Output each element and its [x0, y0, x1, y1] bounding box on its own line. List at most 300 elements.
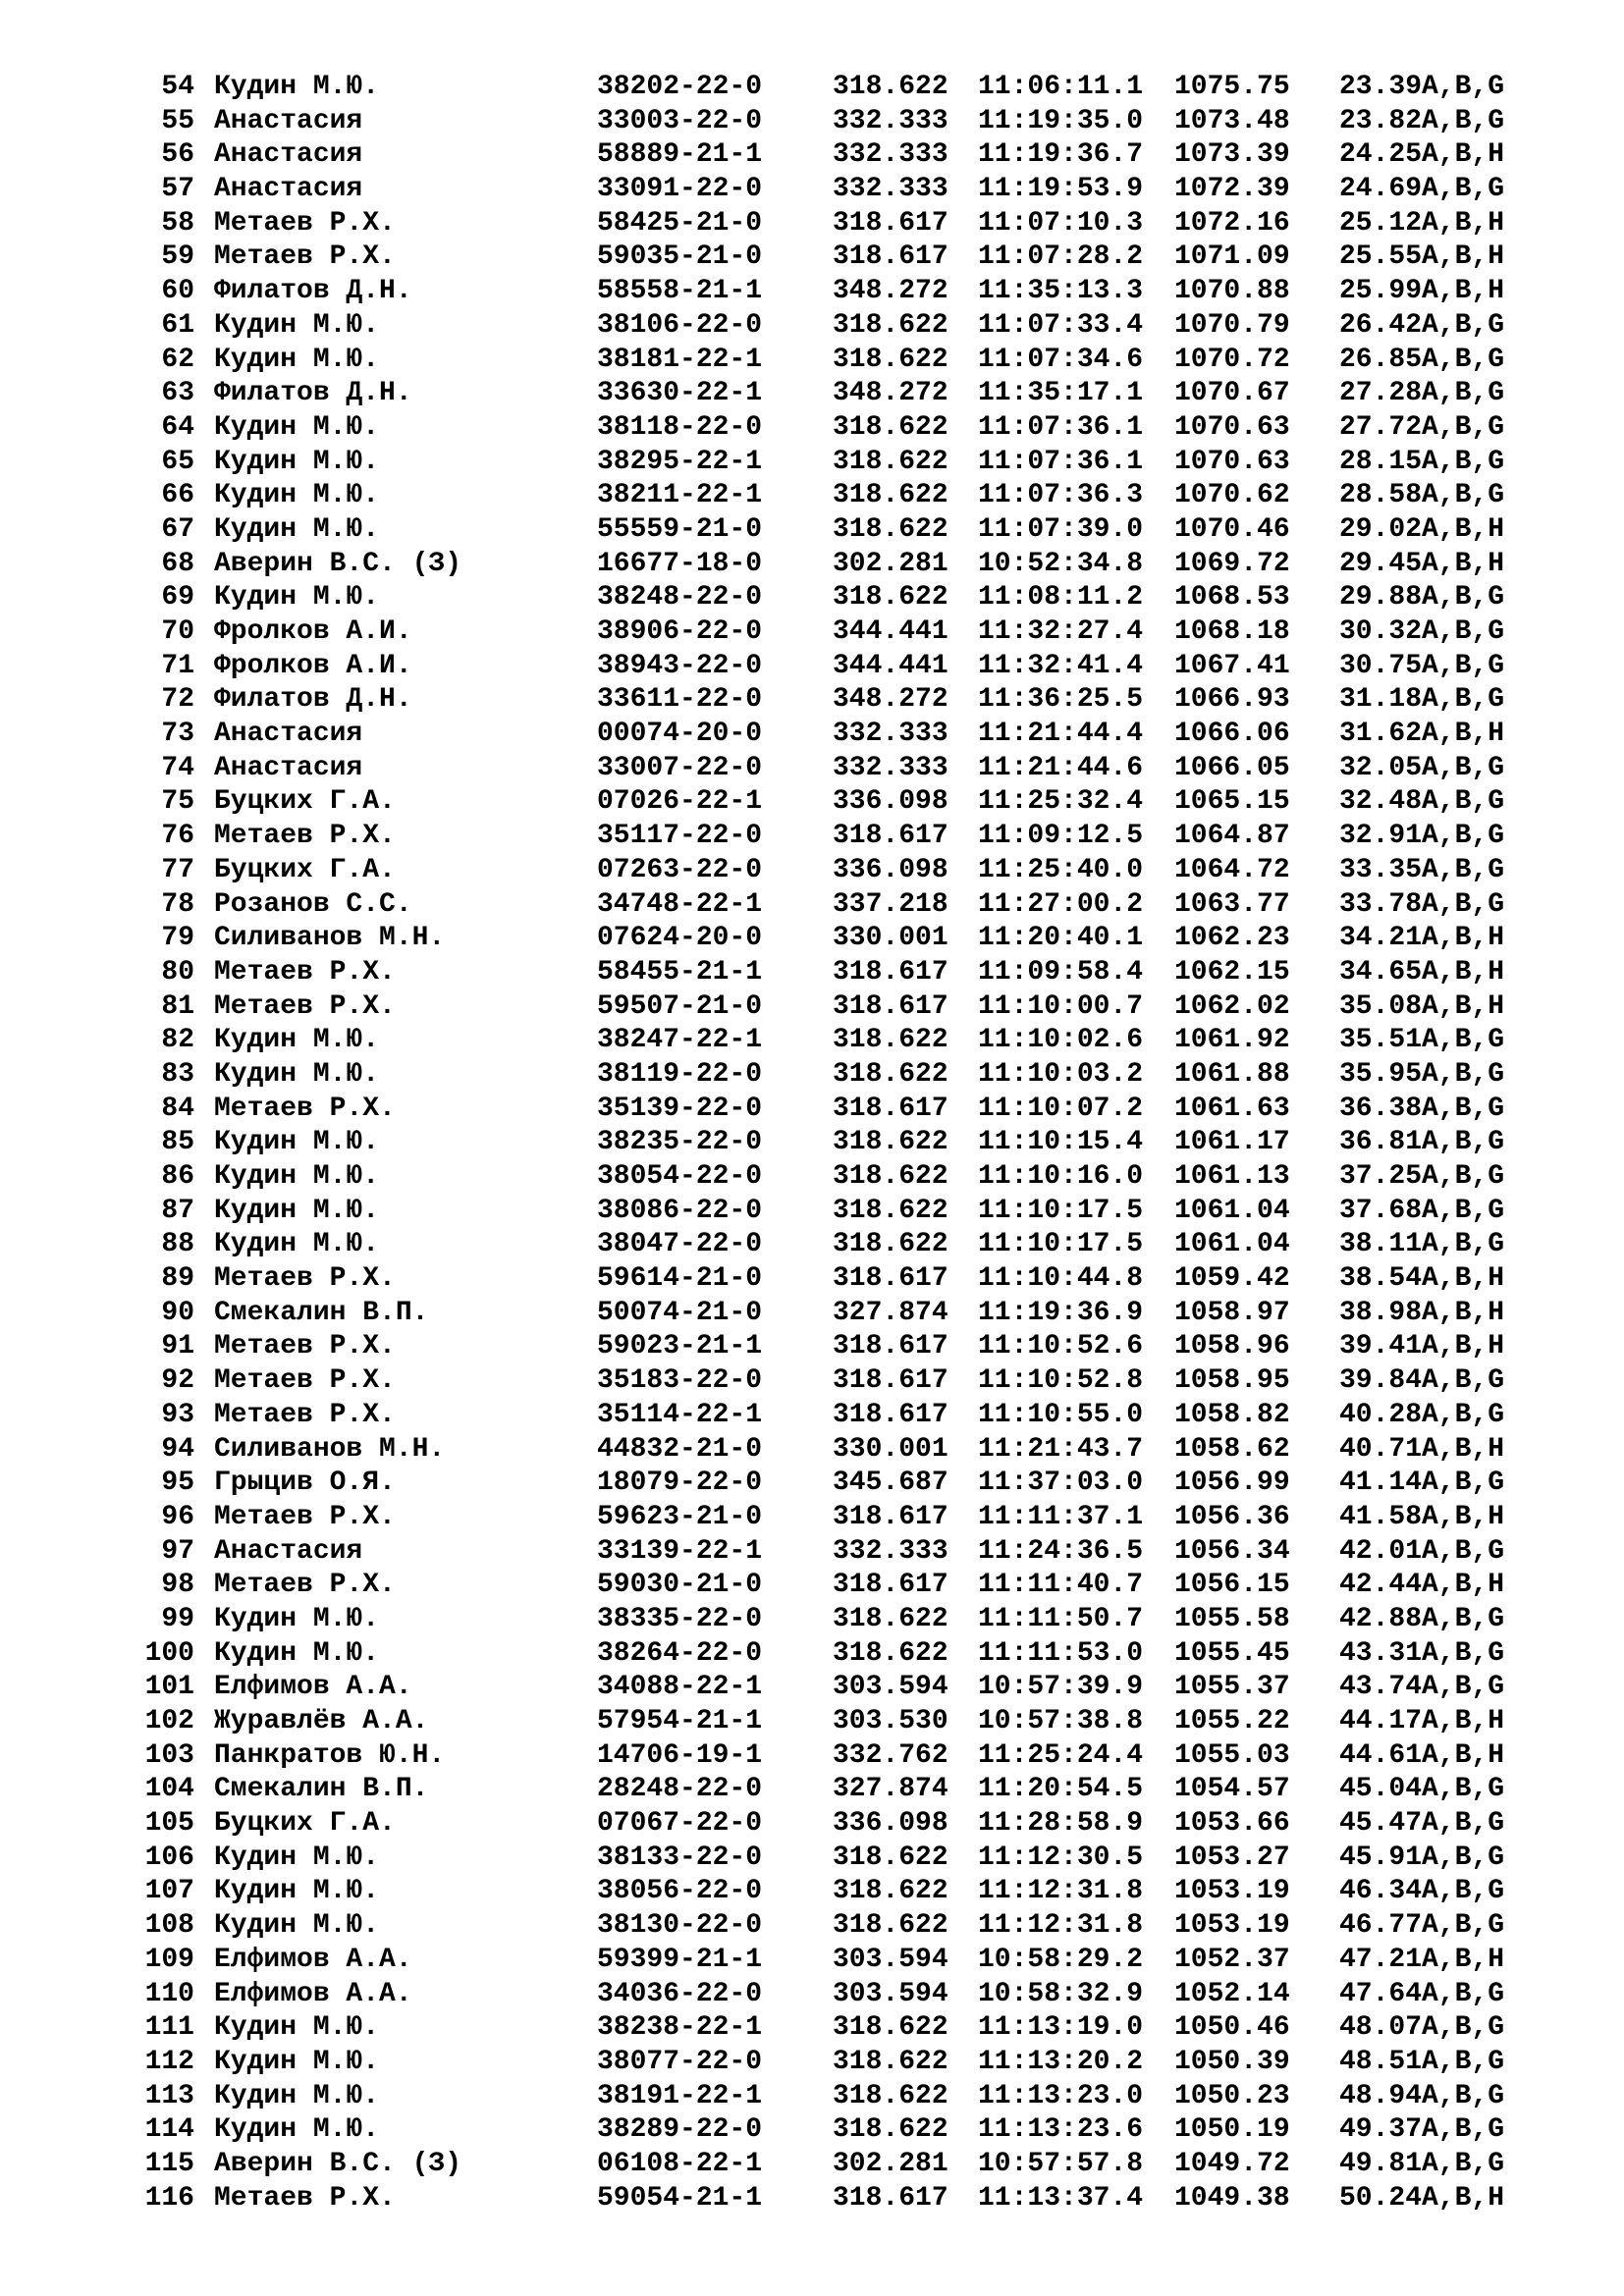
- place-number: 116: [144, 2182, 194, 2214]
- arrival-time: 11:11:40.7: [978, 1570, 1144, 1601]
- score: 38.54: [1339, 1263, 1423, 1295]
- distance: 318.617: [833, 956, 948, 988]
- participant-name: Смекалин В.П.: [214, 1297, 429, 1328]
- participant-name: Фролков А.И.: [214, 616, 412, 647]
- participant-name: Кудин М.Ю.: [214, 1637, 380, 1669]
- place-number: 106: [144, 1842, 194, 1873]
- speed: 1064.72: [1174, 854, 1290, 885]
- place-number: 58: [161, 207, 194, 239]
- ring-number: 06108-22-1: [597, 2148, 763, 2179]
- distance: 318.617: [833, 1399, 948, 1430]
- score: 35.08: [1339, 990, 1423, 1022]
- distance: 318.617: [833, 821, 948, 852]
- participant-name: Кудин М.Ю.: [214, 1229, 380, 1260]
- ring-number: 38335-22-0: [597, 1603, 763, 1634]
- distance: 318.622: [833, 2080, 948, 2111]
- table-row: [0, 2046, 1624, 2080]
- flags: A,B,G: [1422, 2012, 1505, 2044]
- ring-number: 38943-22-0: [597, 650, 763, 681]
- table-row: [0, 888, 1624, 923]
- place-number: 111: [144, 2012, 194, 2044]
- arrival-time: 11:07:36.3: [978, 480, 1144, 511]
- arrival-time: 11:21:43.7: [978, 1433, 1144, 1465]
- arrival-time: 11:07:28.2: [978, 241, 1144, 273]
- speed: 1070.63: [1174, 446, 1290, 477]
- ring-number: 44832-21-0: [597, 1433, 763, 1465]
- flags: A,B,H: [1422, 207, 1505, 239]
- score: 42.01: [1339, 1535, 1423, 1567]
- place-number: 90: [161, 1297, 194, 1328]
- arrival-time: 11:35:17.1: [978, 378, 1144, 409]
- flags: A,B,H: [1422, 1706, 1505, 1736]
- flags: A,B,G: [1422, 2046, 1505, 2077]
- flags: A,B,G: [1422, 1365, 1505, 1397]
- arrival-time: 11:28:58.9: [978, 1808, 1144, 1840]
- score: 35.51: [1339, 1025, 1423, 1056]
- score: 25.55: [1339, 241, 1423, 273]
- arrival-time: 11:10:52.6: [978, 1331, 1144, 1362]
- place-number: 81: [161, 990, 194, 1022]
- table-row: [0, 344, 1624, 378]
- arrival-time: 11:13:23.0: [978, 2080, 1144, 2111]
- flags: A,B,G: [1422, 1093, 1505, 1124]
- distance: 318.617: [833, 2182, 948, 2214]
- flags: A,B,H: [1422, 1739, 1505, 1771]
- place-number: 97: [161, 1535, 194, 1567]
- speed: 1067.41: [1174, 650, 1290, 681]
- table-row: [0, 1093, 1624, 1127]
- speed: 1055.03: [1174, 1739, 1290, 1771]
- speed: 1063.77: [1174, 888, 1290, 920]
- arrival-time: 11:25:40.0: [978, 854, 1144, 885]
- participant-name: Филатов Д.Н.: [214, 684, 412, 716]
- ring-number: 59507-21-0: [597, 990, 763, 1022]
- table-row: [0, 173, 1624, 207]
- place-number: 109: [144, 1944, 194, 1975]
- distance: 318.622: [833, 480, 948, 511]
- distance: 332.333: [833, 1535, 948, 1567]
- ring-number: 38295-22-1: [597, 446, 763, 477]
- ring-number: 33630-22-1: [597, 378, 763, 409]
- participant-name: Кудин М.Ю.: [214, 1876, 380, 1907]
- ring-number: 33611-22-0: [597, 684, 763, 716]
- place-number: 114: [144, 2114, 194, 2146]
- distance: 318.622: [833, 1195, 948, 1226]
- speed: 1062.15: [1174, 956, 1290, 988]
- ring-number: 16677-18-0: [597, 548, 763, 579]
- flags: A,B,H: [1422, 719, 1505, 750]
- place-number: 110: [144, 1978, 194, 2009]
- arrival-time: 11:13:20.2: [978, 2046, 1144, 2077]
- place-number: 60: [161, 276, 194, 307]
- participant-name: Кудин М.Ю.: [214, 1058, 380, 1090]
- place-number: 70: [161, 616, 194, 647]
- distance: 318.622: [833, 1637, 948, 1669]
- speed: 1055.58: [1174, 1603, 1290, 1634]
- table-row: [0, 956, 1624, 990]
- ring-number: 38106-22-0: [597, 309, 763, 341]
- arrival-time: 11:06:11.1: [978, 72, 1144, 102]
- ring-number: 35114-22-1: [597, 1399, 763, 1430]
- distance: 336.098: [833, 854, 948, 885]
- speed: 1068.18: [1174, 616, 1290, 647]
- speed: 1075.75: [1174, 72, 1290, 102]
- place-number: 67: [161, 513, 194, 545]
- arrival-time: 11:19:35.0: [978, 105, 1144, 136]
- speed: 1061.17: [1174, 1127, 1290, 1158]
- distance: 332.762: [833, 1739, 948, 1771]
- distance: 327.874: [833, 1774, 948, 1805]
- flags: A,B,H: [1422, 1501, 1505, 1532]
- speed: 1055.37: [1174, 1672, 1290, 1703]
- score: 46.77: [1339, 1910, 1423, 1942]
- ring-number: 33139-22-1: [597, 1535, 763, 1567]
- score: 48.07: [1339, 2012, 1423, 2044]
- score: 38.11: [1339, 1229, 1423, 1260]
- flags: A,B,G: [1422, 1876, 1505, 1907]
- arrival-time: 10:52:34.8: [978, 548, 1144, 579]
- ring-number: 38211-22-1: [597, 480, 763, 511]
- ring-number: 07624-20-0: [597, 923, 763, 954]
- ring-number: 28248-22-0: [597, 1774, 763, 1805]
- participant-name: Кудин М.Ю.: [214, 582, 380, 614]
- place-number: 86: [161, 1161, 194, 1192]
- place-number: 85: [161, 1127, 194, 1158]
- participant-name: Метаев Р.Х.: [214, 821, 396, 852]
- arrival-time: 10:58:32.9: [978, 1978, 1144, 2009]
- participant-name: Анастасия: [214, 174, 363, 205]
- score: 37.68: [1339, 1195, 1423, 1226]
- distance: 303.594: [833, 1944, 948, 1975]
- speed: 1056.36: [1174, 1501, 1290, 1532]
- place-number: 87: [161, 1195, 194, 1226]
- place-number: 83: [161, 1058, 194, 1090]
- arrival-time: 11:20:54.5: [978, 1774, 1144, 1805]
- table-row: [0, 1058, 1624, 1093]
- ring-number: 59623-21-0: [597, 1501, 763, 1532]
- participant-name: Кудин М.Ю.: [214, 2012, 380, 2044]
- flags: A,B,G: [1422, 2148, 1505, 2179]
- speed: 1055.22: [1174, 1706, 1290, 1736]
- speed: 1070.62: [1174, 480, 1290, 511]
- speed: 1056.99: [1174, 1468, 1290, 1499]
- arrival-time: 11:10:15.4: [978, 1127, 1144, 1158]
- table-row: [0, 1705, 1624, 1739]
- speed: 1070.63: [1174, 411, 1290, 443]
- place-number: 63: [161, 378, 194, 409]
- ring-number: 38248-22-0: [597, 582, 763, 614]
- ring-number: 55559-21-0: [597, 513, 763, 545]
- place-number: 84: [161, 1093, 194, 1124]
- speed: 1072.16: [1174, 207, 1290, 239]
- place-number: 94: [161, 1433, 194, 1465]
- speed: 1050.39: [1174, 2046, 1290, 2077]
- table-row: [0, 1944, 1624, 1978]
- distance: 318.622: [833, 2046, 948, 2077]
- flags: A,B,G: [1422, 888, 1505, 920]
- arrival-time: 11:27:00.2: [978, 888, 1144, 920]
- arrival-time: 11:24:36.5: [978, 1535, 1144, 1567]
- distance: 318.622: [833, 1229, 948, 1260]
- ring-number: 18079-22-0: [597, 1468, 763, 1499]
- flags: A,B,G: [1422, 1842, 1505, 1873]
- flags: A,B,G: [1422, 105, 1505, 136]
- participant-name: Журавлёв А.А.: [214, 1706, 429, 1736]
- ring-number: 34036-22-0: [597, 1978, 763, 2009]
- place-number: 93: [161, 1399, 194, 1430]
- table-row: [0, 1364, 1624, 1399]
- place-number: 56: [161, 139, 194, 171]
- table-row: [0, 1739, 1624, 1774]
- place-number: 100: [144, 1637, 194, 1669]
- ring-number: 58455-21-1: [597, 956, 763, 988]
- distance: 332.333: [833, 174, 948, 205]
- place-number: 77: [161, 854, 194, 885]
- arrival-time: 11:07:36.1: [978, 411, 1144, 443]
- score: 41.58: [1339, 1501, 1423, 1532]
- score: 27.72: [1339, 411, 1423, 443]
- arrival-time: 10:57:57.8: [978, 2148, 1144, 2179]
- participant-name: Аверин В.С. (З): [214, 2148, 462, 2179]
- table-row: [0, 548, 1624, 582]
- speed: 1052.37: [1174, 1944, 1290, 1975]
- speed: 1061.04: [1174, 1195, 1290, 1226]
- participant-name: Метаев Р.Х.: [214, 1365, 396, 1397]
- place-number: 105: [144, 1808, 194, 1840]
- flags: A,B,H: [1422, 956, 1505, 988]
- participant-name: Елфимов А.А.: [214, 1672, 412, 1703]
- ring-number: 34748-22-1: [597, 888, 763, 920]
- speed: 1053.19: [1174, 1910, 1290, 1942]
- flags: A,B,H: [1422, 1331, 1505, 1362]
- score: 30.75: [1339, 650, 1423, 681]
- place-number: 92: [161, 1365, 194, 1397]
- speed: 1071.09: [1174, 241, 1290, 273]
- flags: A,B,G: [1422, 1672, 1505, 1703]
- speed: 1070.79: [1174, 309, 1290, 341]
- flags: A,B,G: [1422, 1229, 1505, 1260]
- distance: 318.617: [833, 1570, 948, 1601]
- arrival-time: 11:32:41.4: [978, 650, 1144, 681]
- participant-name: Кудин М.Ю.: [214, 411, 380, 443]
- participant-name: Кудин М.Ю.: [214, 2114, 380, 2146]
- participant-name: Кудин М.Ю.: [214, 309, 380, 341]
- score: 23.82: [1339, 105, 1423, 136]
- distance: 336.098: [833, 786, 948, 818]
- ring-number: 59023-21-1: [597, 1331, 763, 1362]
- flags: A,B,G: [1422, 1399, 1505, 1430]
- table-row: [0, 1535, 1624, 1570]
- ring-number: 38130-22-0: [597, 1910, 763, 1942]
- arrival-time: 11:21:44.4: [978, 719, 1144, 750]
- table-row: [0, 2148, 1624, 2182]
- speed: 1062.23: [1174, 923, 1290, 954]
- participant-name: Буцких Г.А.: [214, 1808, 396, 1840]
- score: 49.37: [1339, 2114, 1423, 2146]
- speed: 1066.06: [1174, 719, 1290, 750]
- participant-name: Буцких Г.А.: [214, 786, 396, 818]
- flags: A,B,G: [1422, 1774, 1505, 1805]
- distance: 318.622: [833, 309, 948, 341]
- score: 44.61: [1339, 1739, 1423, 1771]
- place-number: 115: [144, 2148, 194, 2179]
- flags: A,B,G: [1422, 1127, 1505, 1158]
- ring-number: 38056-22-0: [597, 1876, 763, 1907]
- score: 25.99: [1339, 276, 1423, 307]
- distance: 332.333: [833, 105, 948, 136]
- distance: 318.622: [833, 344, 948, 375]
- speed: 1056.15: [1174, 1570, 1290, 1601]
- table-row: [0, 446, 1624, 480]
- ring-number: 59054-21-1: [597, 2182, 763, 2214]
- score: 48.94: [1339, 2080, 1423, 2111]
- flags: A,B,H: [1422, 241, 1505, 273]
- table-row: [0, 990, 1624, 1025]
- arrival-time: 11:10:17.5: [978, 1195, 1144, 1226]
- speed: 1053.19: [1174, 1876, 1290, 1907]
- place-number: 80: [161, 956, 194, 988]
- arrival-time: 11:25:24.4: [978, 1739, 1144, 1771]
- speed: 1055.45: [1174, 1637, 1290, 1669]
- table-row: [0, 275, 1624, 309]
- results-table: [0, 71, 1624, 2216]
- ring-number: 35117-22-0: [597, 821, 763, 852]
- score: 40.71: [1339, 1433, 1423, 1465]
- score: 47.21: [1339, 1944, 1423, 1975]
- participant-name: Метаев Р.Х.: [214, 241, 396, 273]
- table-row: [0, 1842, 1624, 1876]
- arrival-time: 11:37:03.0: [978, 1468, 1144, 1499]
- table-row: [0, 1262, 1624, 1297]
- flags: A,B,G: [1422, 821, 1505, 852]
- participant-name: Панкратов Ю.Н.: [214, 1739, 446, 1771]
- ring-number: 33003-22-0: [597, 105, 763, 136]
- score: 38.98: [1339, 1297, 1423, 1328]
- participant-name: Елфимов А.А.: [214, 1944, 412, 1975]
- table-row: [0, 1160, 1624, 1195]
- ring-number: 38202-22-0: [597, 72, 763, 102]
- score: 45.04: [1339, 1774, 1423, 1805]
- ring-number: 59035-21-0: [597, 241, 763, 273]
- speed: 1061.04: [1174, 1229, 1290, 1260]
- ring-number: 59614-21-0: [597, 1263, 763, 1295]
- score: 32.05: [1339, 752, 1423, 783]
- participant-name: Кудин М.Ю.: [214, 1195, 380, 1226]
- score: 39.41: [1339, 1331, 1423, 1362]
- arrival-time: 11:19:36.7: [978, 139, 1144, 171]
- distance: 318.617: [833, 241, 948, 273]
- distance: 332.333: [833, 139, 948, 171]
- score: 35.95: [1339, 1058, 1423, 1090]
- arrival-time: 11:09:12.5: [978, 821, 1144, 852]
- table-row: [0, 1978, 1624, 2012]
- score: 29.88: [1339, 582, 1423, 614]
- participant-name: Кудин М.Ю.: [214, 446, 380, 477]
- table-row: [0, 1330, 1624, 1364]
- distance: 344.441: [833, 616, 948, 647]
- speed: 1050.23: [1174, 2080, 1290, 2111]
- score: 50.24: [1339, 2182, 1423, 2214]
- distance: 332.333: [833, 719, 948, 750]
- participant-name: Анастасия: [214, 719, 363, 750]
- flags: A,B,G: [1422, 2080, 1505, 2111]
- arrival-time: 11:13:23.6: [978, 2114, 1144, 2146]
- speed: 1056.34: [1174, 1535, 1290, 1567]
- flags: A,B,H: [1422, 548, 1505, 579]
- table-row: [0, 2080, 1624, 2114]
- participant-name: Силиванов М.Н.: [214, 1433, 446, 1465]
- score: 37.25: [1339, 1161, 1423, 1192]
- speed: 1059.42: [1174, 1263, 1290, 1295]
- ring-number: 50074-21-0: [597, 1297, 763, 1328]
- speed: 1053.66: [1174, 1808, 1290, 1840]
- ring-number: 38119-22-0: [597, 1058, 763, 1090]
- table-row: [0, 1603, 1624, 1637]
- place-number: 91: [161, 1331, 194, 1362]
- participant-name: Кудин М.Ю.: [214, 344, 380, 375]
- flags: A,B,H: [1422, 923, 1505, 954]
- participant-name: Кудин М.Ю.: [214, 1161, 380, 1192]
- participant-name: Метаев Р.Х.: [214, 1331, 396, 1362]
- ring-number: 07026-22-1: [597, 786, 763, 818]
- speed: 1068.53: [1174, 582, 1290, 614]
- flags: A,B,G: [1422, 854, 1505, 885]
- flags: A,B,G: [1422, 616, 1505, 647]
- place-number: 74: [161, 752, 194, 783]
- ring-number: 33007-22-0: [597, 752, 763, 783]
- score: 43.74: [1339, 1672, 1423, 1703]
- participant-name: Силиванов М.Н.: [214, 923, 446, 954]
- table-row: [0, 1637, 1624, 1672]
- participant-name: Кудин М.Ю.: [214, 480, 380, 511]
- arrival-time: 11:10:17.5: [978, 1229, 1144, 1260]
- distance: 336.098: [833, 1808, 948, 1840]
- table-row: [0, 1228, 1624, 1262]
- speed: 1058.62: [1174, 1433, 1290, 1465]
- speed: 1073.39: [1174, 139, 1290, 171]
- arrival-time: 11:09:58.4: [978, 956, 1144, 988]
- ring-number: 38906-22-0: [597, 616, 763, 647]
- distance: 318.622: [833, 411, 948, 443]
- score: 24.25: [1339, 139, 1423, 171]
- flags: A,B,H: [1422, 139, 1505, 171]
- score: 45.47: [1339, 1808, 1423, 1840]
- place-number: 69: [161, 582, 194, 614]
- participant-name: Метаев Р.Х.: [214, 956, 396, 988]
- distance: 348.272: [833, 276, 948, 307]
- distance: 318.622: [833, 1025, 948, 1056]
- distance: 318.622: [833, 2012, 948, 2044]
- score: 49.81: [1339, 2148, 1423, 2179]
- arrival-time: 11:11:53.0: [978, 1637, 1144, 1669]
- ring-number: 38235-22-0: [597, 1127, 763, 1158]
- distance: 318.617: [833, 1331, 948, 1362]
- table-row: [0, 922, 1624, 956]
- participant-name: Метаев Р.Х.: [214, 1501, 396, 1532]
- speed: 1070.88: [1174, 276, 1290, 307]
- table-row: [0, 377, 1624, 411]
- table-row: [0, 1467, 1624, 1501]
- distance: 318.617: [833, 990, 948, 1022]
- score: 40.28: [1339, 1399, 1423, 1430]
- flags: A,B,H: [1422, 990, 1505, 1022]
- score: 36.81: [1339, 1127, 1423, 1158]
- place-number: 89: [161, 1263, 194, 1295]
- participant-name: Метаев Р.Х.: [214, 207, 396, 239]
- score: 36.38: [1339, 1093, 1423, 1124]
- score: 28.58: [1339, 480, 1423, 511]
- participant-name: Метаев Р.Х.: [214, 1263, 396, 1295]
